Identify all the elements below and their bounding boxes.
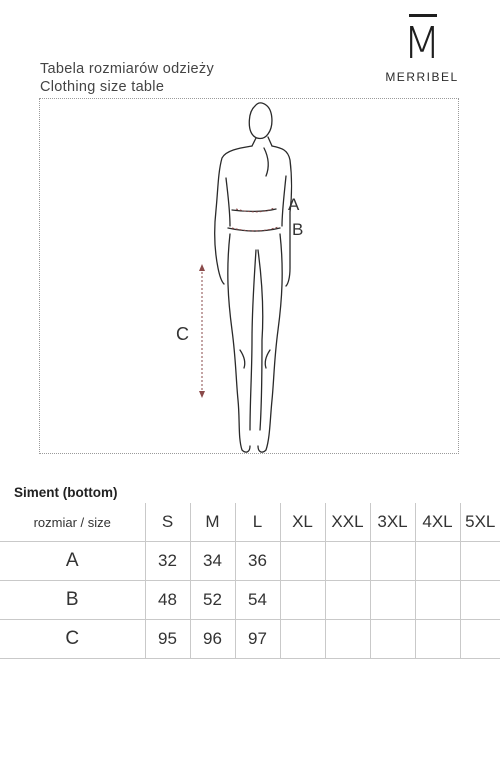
size-header: S [145, 503, 190, 542]
table-row [0, 542, 500, 581]
row-label: B [0, 581, 145, 620]
row-label: C [0, 620, 145, 659]
label-a: A [288, 195, 300, 214]
size-header: 4XL [415, 503, 460, 542]
table-cell: 32 [145, 542, 190, 581]
table-cell [460, 542, 500, 581]
table-cell: 34 [190, 542, 235, 581]
size-header: 3XL [370, 503, 415, 542]
logo-mark: M [403, 18, 441, 69]
title-english: Clothing size table [40, 79, 165, 95]
size-header: XXL [325, 503, 370, 542]
table-row [0, 620, 500, 659]
row-label: A [0, 542, 145, 581]
table-cell [280, 620, 325, 659]
table-cell [280, 542, 325, 581]
table-cell [415, 542, 460, 581]
label-b: B [292, 220, 304, 239]
table-cell [280, 581, 325, 620]
size-header: M [190, 503, 235, 542]
size-header: XL [280, 503, 325, 542]
table-cell [460, 581, 500, 620]
table-header-row [0, 503, 500, 542]
table-cell: 52 [190, 581, 235, 620]
table-cell: 48 [145, 581, 190, 620]
size-table [0, 503, 500, 659]
table-cell: 95 [145, 620, 190, 659]
brand-name: MERRIBEL [385, 70, 459, 84]
table-cell: 54 [235, 581, 280, 620]
table-cell: 97 [235, 620, 280, 659]
table-cell [370, 620, 415, 659]
table-cell [460, 620, 500, 659]
title-polish: Tabela rozmiarów odzieży [40, 61, 215, 77]
header-label: rozmiar / size [0, 503, 145, 542]
table-cell [325, 542, 370, 581]
section-title: Siment (bottom) [14, 485, 118, 500]
table-cell [370, 581, 415, 620]
size-header: L [235, 503, 280, 542]
table-cell [325, 581, 370, 620]
size-header: 5XL [460, 503, 500, 542]
table-cell [325, 620, 370, 659]
table-cell [415, 581, 460, 620]
table-cell [370, 542, 415, 581]
table-cell [415, 620, 460, 659]
table-row [0, 581, 500, 620]
table-cell: 36 [235, 542, 280, 581]
table-cell: 96 [190, 620, 235, 659]
label-c: C [176, 324, 189, 344]
